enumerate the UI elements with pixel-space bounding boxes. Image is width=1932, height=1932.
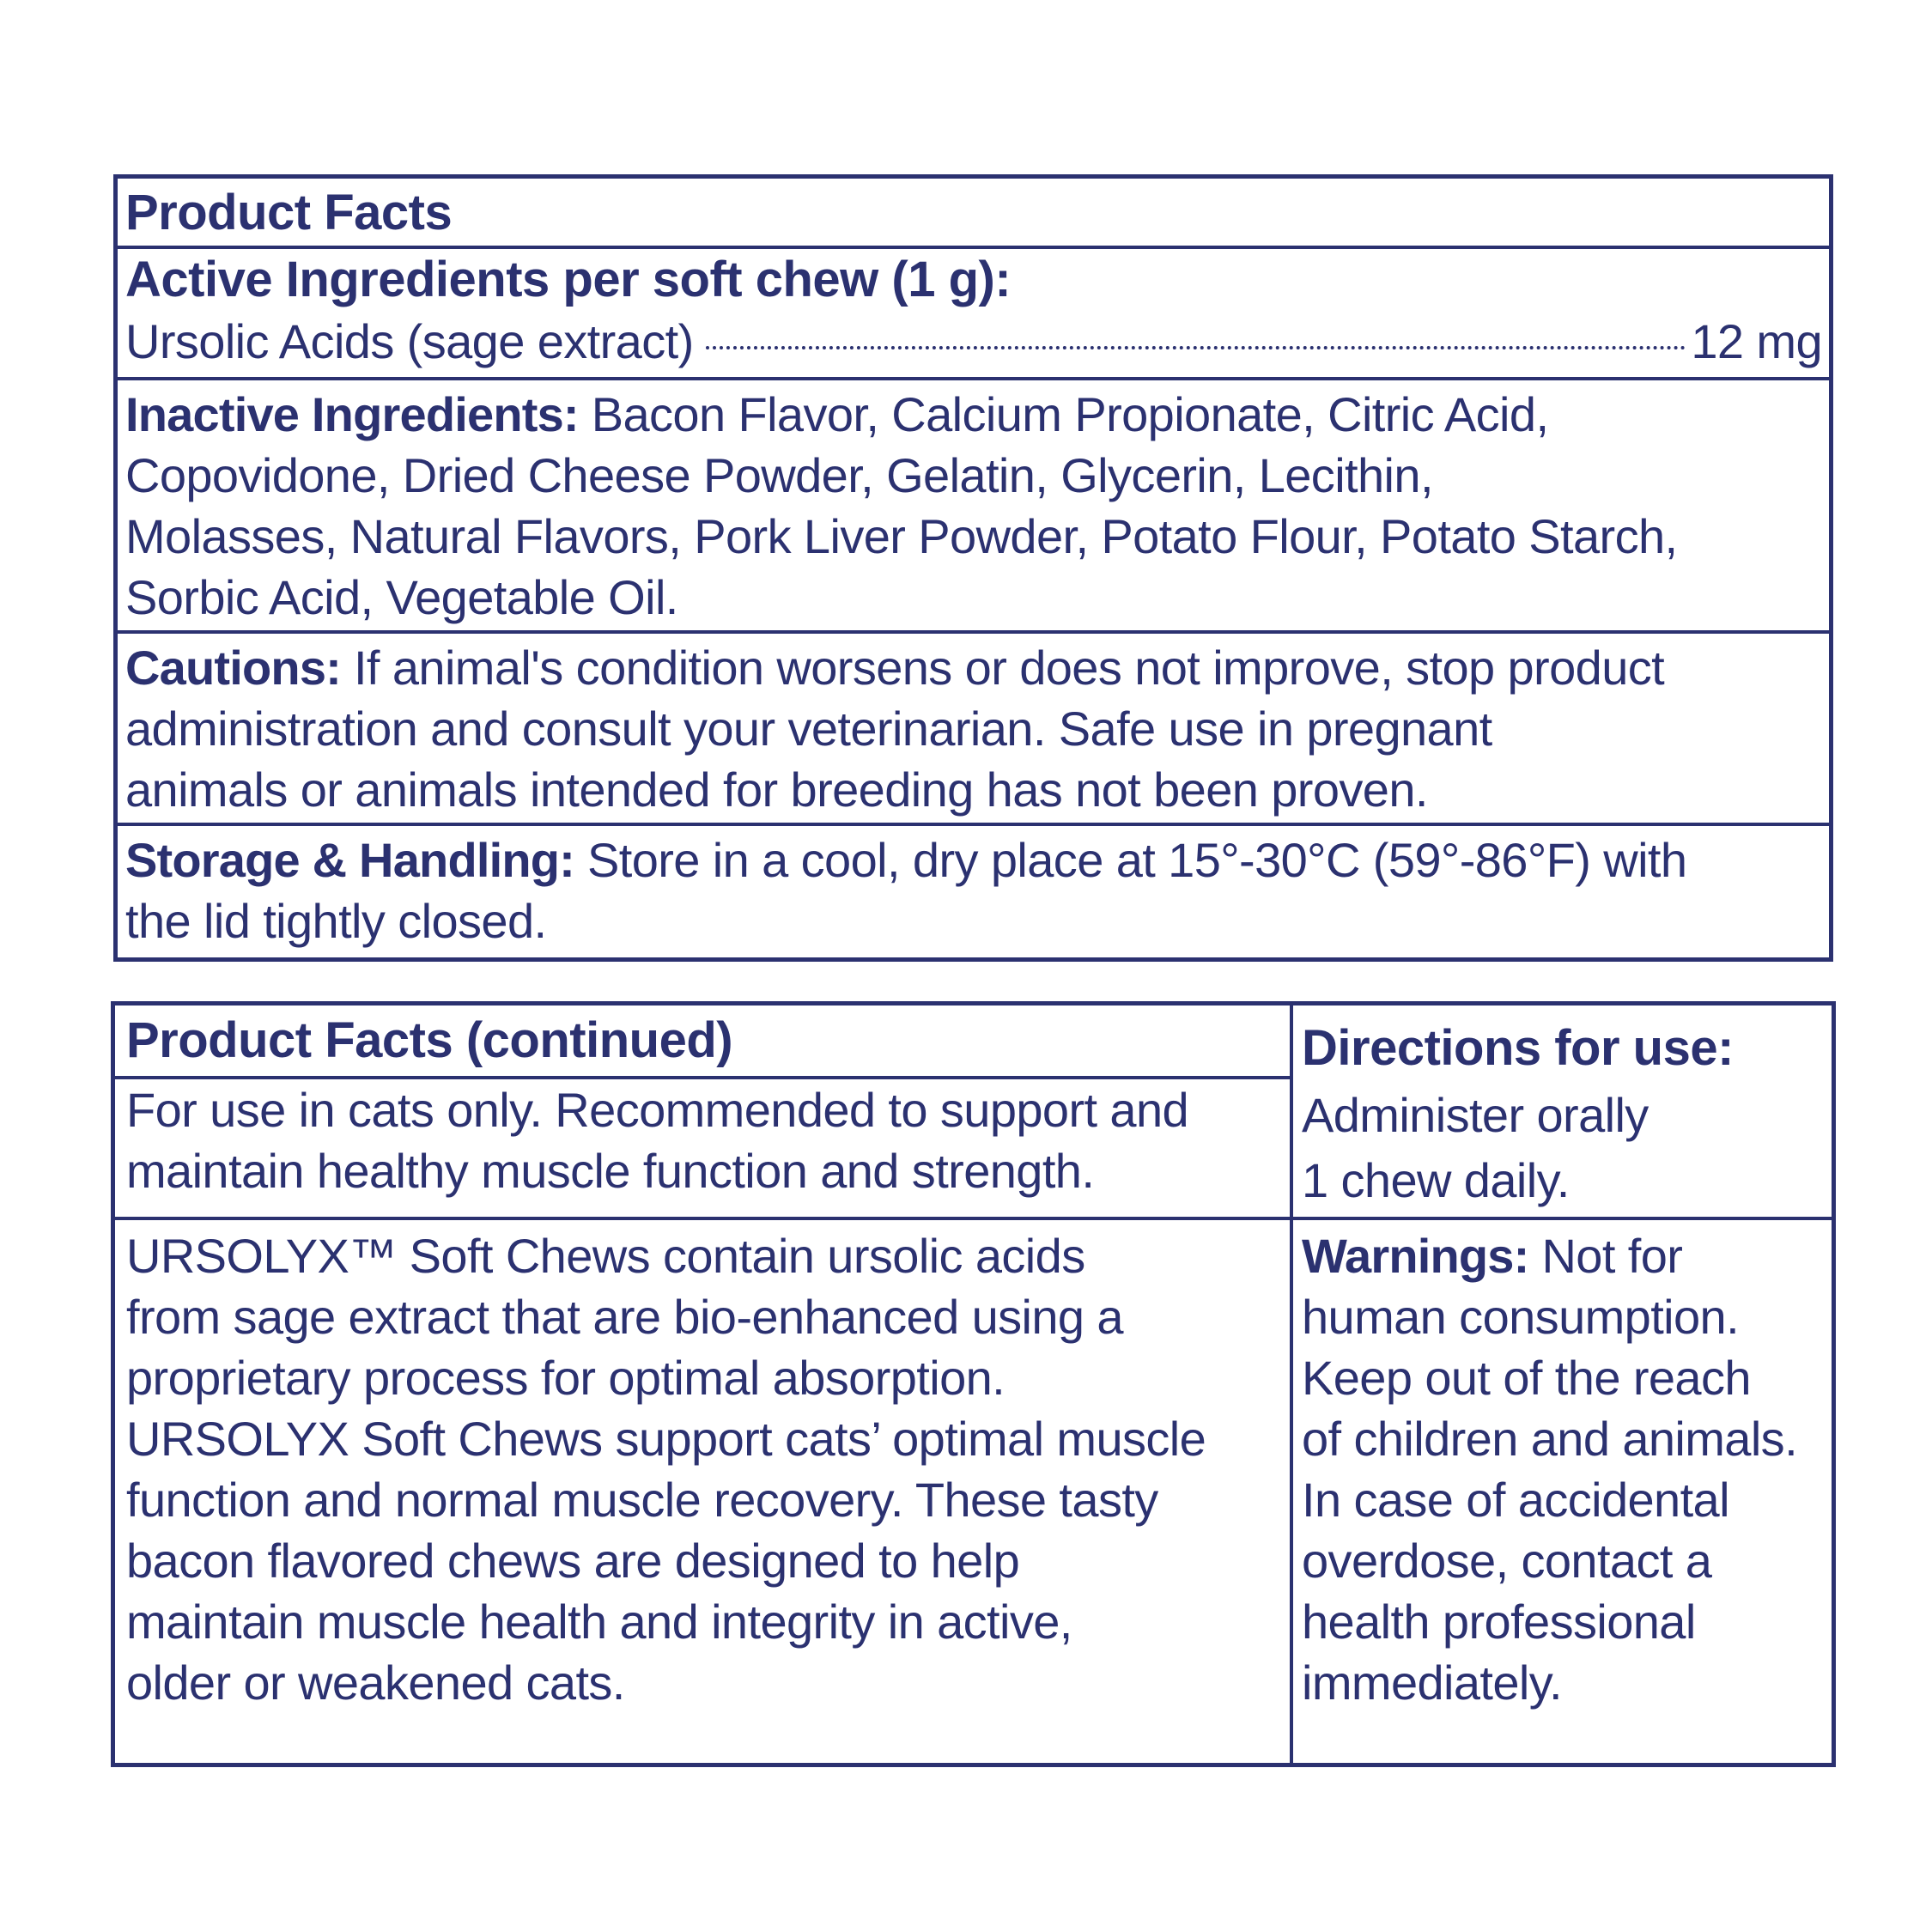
active-ingredients-section xyxy=(118,249,1829,380)
warnings-cell xyxy=(1302,1225,1834,1766)
usage-cell xyxy=(126,1079,1290,1217)
description-text-8: older or weakened cats. xyxy=(126,1656,625,1710)
product-facts-continued-panel xyxy=(111,1001,1836,1767)
storage-section xyxy=(118,826,1829,951)
inactive-ingredients-text-3: Molasses, Natural Flavors, Pork Liver Powder, Potato Flour, Potato Starch, xyxy=(125,509,1678,563)
product-facts-title-row xyxy=(118,179,1829,249)
inactive-ingredients-section xyxy=(118,380,1829,634)
cautions-line-1 xyxy=(125,637,1822,698)
active-ingredient-name: Ursolic Acids (sage extract) xyxy=(125,314,694,368)
continued-title: Product Facts (continued) xyxy=(126,1012,733,1068)
warnings-text-7: health professional xyxy=(1302,1595,1696,1649)
dot-leader xyxy=(706,346,1686,349)
warnings-line-1 xyxy=(1302,1225,1834,1286)
description-cell xyxy=(126,1225,1290,1766)
storage-line-1 xyxy=(125,829,1822,890)
inactive-ingredients-text-2: Copovidone, Dried Cheese Powder, Gelatin, Glycerin, Lecithin, xyxy=(125,448,1433,502)
warnings-text-8: immediately. xyxy=(1302,1656,1562,1710)
cautions-label: Cautions: xyxy=(125,641,342,695)
warnings-label: Warnings: xyxy=(1302,1229,1529,1283)
warnings-text-6: overdose, contact a xyxy=(1302,1534,1712,1588)
inactive-ingredients-label: Inactive Ingredients: xyxy=(125,387,579,441)
description-text-5: function and normal muscle recovery. These tasty xyxy=(126,1473,1158,1527)
cautions-text-1: If animal's condition worsens or does not improve, stop product xyxy=(341,641,1665,695)
cautions-text-2: administration and consult your veterinarian. Safe use in pregnant xyxy=(125,702,1492,756)
warnings-text-4: of children and animals. xyxy=(1302,1412,1798,1466)
description-text-7: maintain muscle health and integrity in active, xyxy=(126,1595,1072,1649)
warnings-text-1: Not for xyxy=(1528,1229,1683,1283)
directions-text-2: 1 chew daily. xyxy=(1302,1153,1570,1207)
warnings-text-2: human consumption. xyxy=(1302,1290,1740,1344)
product-facts-panel xyxy=(113,174,1833,962)
continued-title-cell xyxy=(126,1005,1285,1076)
usage-text-2: maintain healthy muscle function and strength. xyxy=(126,1144,1095,1198)
inactive-ingredients-line-1 xyxy=(125,384,1822,445)
description-text-4: URSOLYX Soft Chews support cats’ optimal muscle xyxy=(126,1412,1206,1466)
storage-text-2: the lid tightly closed. xyxy=(125,894,547,948)
active-ingredient-amount: 12 mg xyxy=(1691,314,1822,368)
description-text-1: URSOLYX™ Soft Chews contain ursolic acids xyxy=(126,1229,1085,1283)
inactive-ingredients-text-1: Bacon Flavor, Calcium Propionate, Citric Acid, xyxy=(578,387,1549,441)
active-ingredient-line xyxy=(125,311,1822,373)
warnings-text-5: In case of accidental xyxy=(1302,1473,1729,1527)
directions-text-1: Administer orally xyxy=(1302,1088,1649,1142)
column-divider xyxy=(1290,1005,1293,1763)
cautions-text-3: animals or animals intended for breeding has not been proven. xyxy=(125,762,1428,817)
storage-label: Storage & Handling: xyxy=(125,833,575,887)
description-text-3: proprietary process for optimal absorption. xyxy=(126,1351,1005,1405)
active-ingredients-heading: Active Ingredients per soft chew (1 g): xyxy=(125,252,1012,307)
directions-heading: Directions for use: xyxy=(1302,1020,1734,1076)
usage-text-1: For use in cats only. Recommended to support and xyxy=(126,1083,1189,1137)
directions-body xyxy=(1302,1083,1834,1213)
description-text-6: bacon flavored chews are designed to help xyxy=(126,1534,1020,1588)
storage-text-1: Store in a cool, dry place at 15°-30°C (59°-86°F) with xyxy=(574,833,1687,887)
cautions-section xyxy=(118,634,1829,826)
warnings-text-3: Keep out of the reach xyxy=(1302,1351,1751,1405)
product-facts-title: Product Facts xyxy=(125,185,453,240)
description-text-2: from sage extract that are bio-enhanced using a xyxy=(126,1290,1123,1344)
directions-cell xyxy=(1302,1014,1834,1220)
inactive-ingredients-text-4: Sorbic Acid, Vegetable Oil. xyxy=(125,570,678,624)
